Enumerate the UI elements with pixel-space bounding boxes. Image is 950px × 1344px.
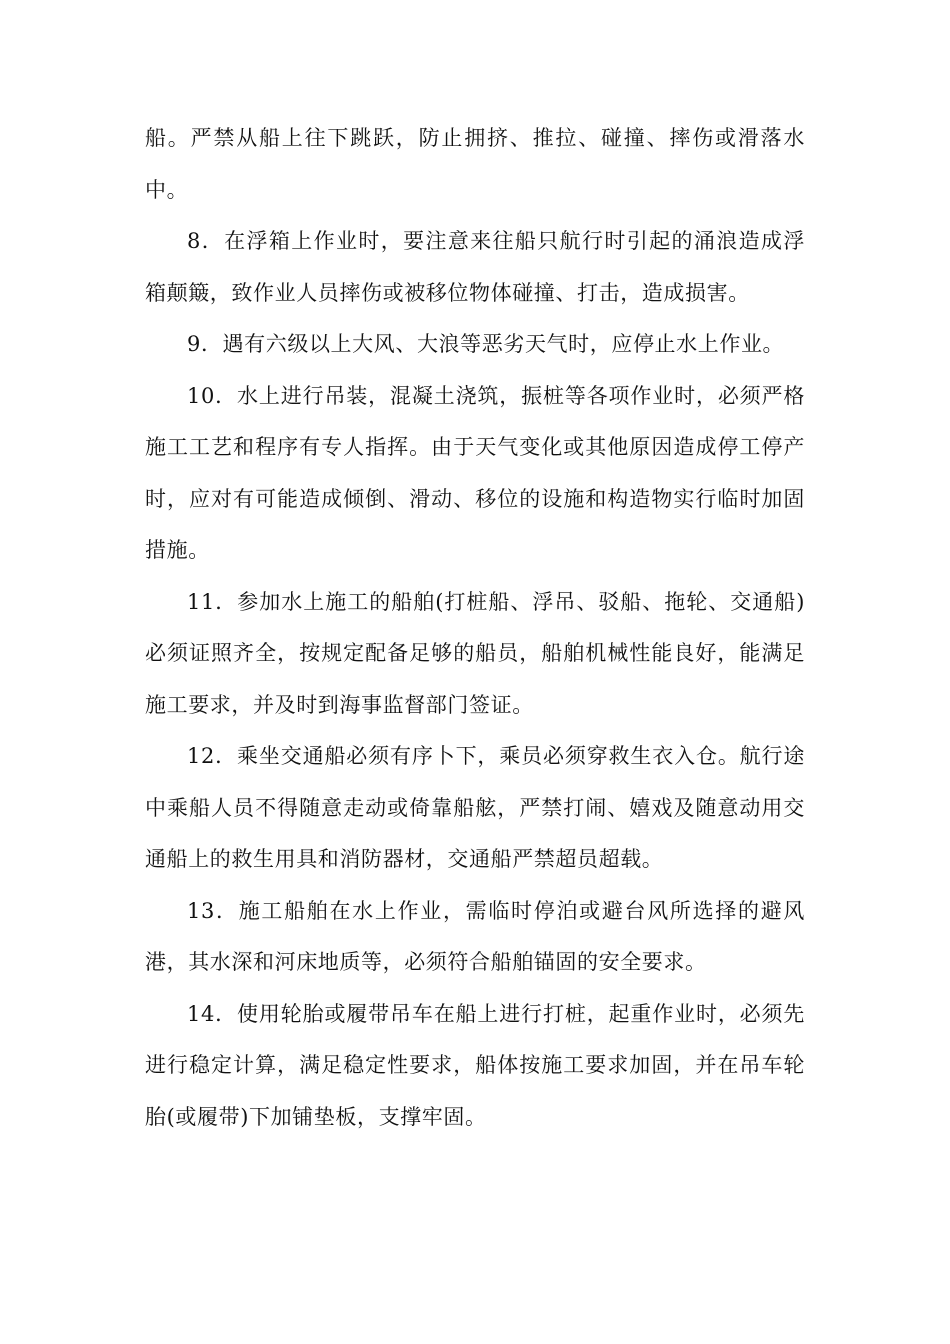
paragraph-item-13: 13．施工船舶在水上作业，需临时停泊或避台风所选择的避风港，其水深和河床地质等，必须符合船舶锚固的安全要求。 bbox=[145, 898, 805, 974]
paragraph-item-12: 12．乘坐交通船必须有序卜下，乘员必须穿救生衣入仓。航行途中乘船人员不得随意走动或倚靠船舷，严禁打闹、嬉戏及随意动用交通船上的救生用具和消防器材，交通船严禁超员超载。 bbox=[145, 744, 805, 871]
paragraph-item-14: 14．使用轮胎或履带吊车在船上进行打桩，起重作业时，必须先进行稳定计算，满足稳定性要求，船体按施工要求加固，并在吊车轮胎(或履带)下加铺垫板，支撑牢固。 bbox=[145, 1001, 805, 1129]
paragraph-item-9: 9．遇有六级以上大风、大浪等恶劣天气时，应停止水上作业。 bbox=[187, 332, 785, 356]
document-body bbox=[145, 113, 805, 1143]
paragraph-item-11: 11．参加水上施工的船舶(打桩船、浮吊、驳船、拖轮、交通船)必须证照齐全，按规定配备足够的船员，船舶机械性能良好，能满足施工要求，并及时到海事监督部门签证。 bbox=[145, 589, 805, 717]
paragraph-item-10: 10．水上进行吊装，混凝土浇筑，振桩等各项作业时，必须严格施工工艺和程序有专人指挥。由于天气变化或其他原因造成停工停产时，应对有可能造成倾倒、滑动、移位的设施和构造物实行临时加固措施。 bbox=[145, 383, 805, 562]
paragraph-continuation: 船。严禁从船上往下跳跃，防止拥挤、推拉、碰撞、摔伤或滑落水中。 bbox=[145, 126, 805, 202]
paragraph-item-8: 8．在浮箱上作业时，要注意来往船只航行时引起的涌浪造成浮箱颠簸，致作业人员摔伤或被移位物体碰撞、打击，造成损害。 bbox=[145, 229, 805, 305]
